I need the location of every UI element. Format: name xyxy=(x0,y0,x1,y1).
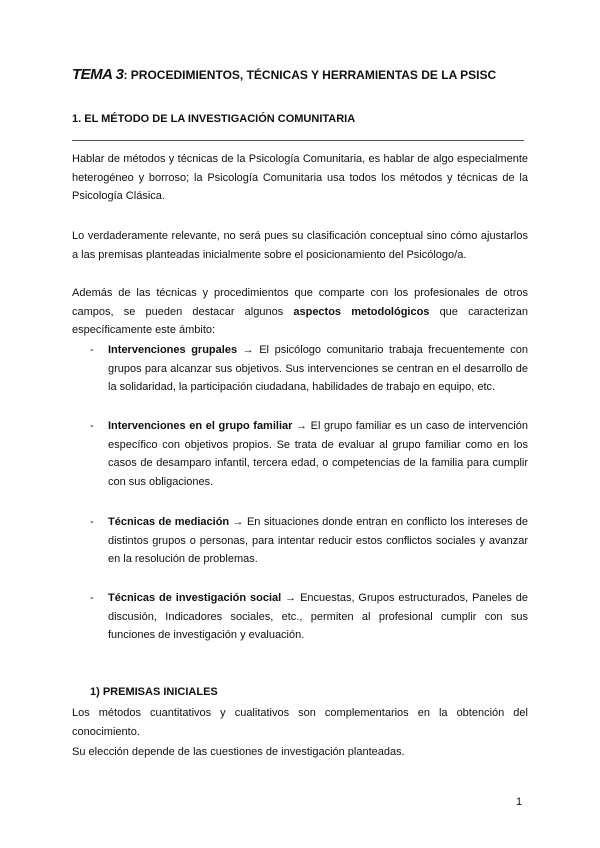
bullet-dash: - xyxy=(90,344,94,356)
bullet-text: En situaciones donde entran en conflicto los intereses de distintos grupos o personas, para intentar reducir estos conflictos sociales y avanzar en la resolución de problemas. xyxy=(108,516,529,565)
list-item xyxy=(90,417,528,491)
section-heading: 1. EL MÉTODO DE LA INVESTIGACIÓN COMUNITARIA xyxy=(72,113,356,125)
arrow-icon: → xyxy=(237,344,260,356)
bullet-text: El grupo familiar es un caso de intervención específico con objetivos propios. Se trata de evaluar al grupo familiar como en los casos de desamparo infantil, tercera edad, o competencias de la familia para cumplir con sus obligaciones. xyxy=(108,420,528,488)
paragraph-intro: Hablar de métodos y técnicas de la Psicología Comunitaria, es hablar de algo especialmente heterogéneo y borroso; la Psicología Comunitaria usa todos los métodos y técnicas de la Psicología Clásica. xyxy=(72,153,528,202)
bullet-term: Intervenciones en el grupo familiar xyxy=(108,420,293,432)
bullet-term: Técnicas de mediación xyxy=(108,516,230,528)
tema-label: TEMA 3 xyxy=(72,66,124,83)
bullet-term: Técnicas de investigación social xyxy=(108,592,282,604)
paragraph-aspects-bold: aspectos metodológicos xyxy=(293,305,430,318)
divider-line xyxy=(72,140,524,141)
bullet-dash: - xyxy=(90,420,94,432)
bullet-text: Encuestas, Grupos estructurados, Paneles de discusión, Indicadores sociales, etc., permiten al profesional cumplir con sus funciones de investigación y evaluación. xyxy=(108,592,528,641)
bullet-dash: - xyxy=(90,592,94,604)
list-item xyxy=(90,513,528,569)
arrow-icon: → xyxy=(292,420,311,432)
page-number: 1 xyxy=(516,796,523,808)
list-item xyxy=(90,341,528,397)
subsection-heading: 1) PREMISAS INICIALES xyxy=(90,686,218,698)
arrow-icon: → xyxy=(281,592,301,604)
list-item xyxy=(90,589,528,645)
document-title xyxy=(72,66,532,83)
paragraph-choice: Su elección depende de las cuestiones de investigación planteadas. xyxy=(72,746,405,758)
bullet-dash: - xyxy=(90,516,94,528)
paragraph-aspects xyxy=(72,284,528,340)
paragraph-aspects-lead: Además de las técnicas y procedimientos que comparte con los profesionales de otros campos, se pueden destacar algunos xyxy=(72,287,528,318)
arrow-icon: → xyxy=(229,516,247,528)
title-text: : PROCEDIMIENTOS, TÉCNICAS Y HERRAMIENTAS DE LA PSISC xyxy=(123,68,497,82)
bullet-text: El psicólogo comunitario trabaja frecuentemente con grupos para alcanzar sus objetivos. Sus intervenciones se centran en el desarrollo de la solidaridad, la participación ciudadana, habilidades de trabajo en equipo, etc. xyxy=(108,344,528,393)
bullet-term: Intervenciones grupales xyxy=(108,344,238,356)
paragraph-methods: Los métodos cuantitativos y cualitativos son complementarios en la obtención del conocimiento. xyxy=(72,707,528,738)
paragraph-relevance: Lo verdaderamente relevante, no será pues su clasificación conceptual sino cómo ajustarlos a las premisas planteadas inicialmente sobre el posicionamiento del Psicólogo/a. xyxy=(72,230,528,261)
paragraph-aspects-tail: que caracterizan específicamente este ámbito: xyxy=(72,305,528,336)
